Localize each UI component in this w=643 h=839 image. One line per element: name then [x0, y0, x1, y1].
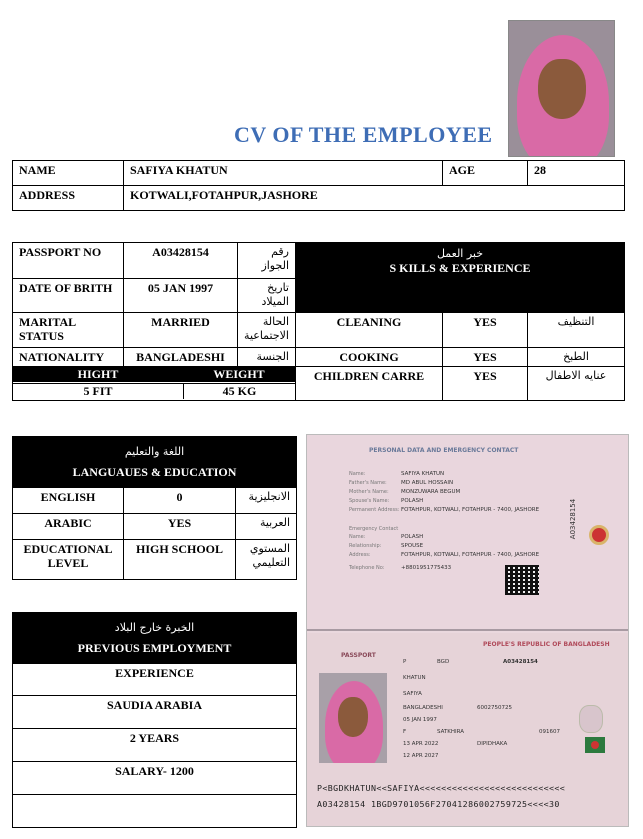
education-label: EDUCATIONAL LEVEL — [13, 540, 124, 580]
detail-label: MARITAL STATUS — [13, 313, 124, 348]
language-value: YES — [124, 514, 236, 540]
pp-dob: 05 JAN 1997 — [403, 717, 437, 723]
table-row — [13, 488, 297, 514]
pp-ec-name: POLASH — [401, 534, 424, 540]
skill-name: CHILDREN CARRE — [296, 367, 443, 401]
pp-doe: 12 APR 2027 — [403, 753, 439, 759]
pp-key: Address: — [349, 552, 371, 558]
education-value: HIGH SCHOOL — [124, 540, 236, 580]
skill-value: YES — [443, 367, 528, 401]
name-label: NAME — [13, 161, 124, 186]
detail-value: BANGLADESHI — [124, 348, 238, 367]
address-value: KOTWALI,FOTAHPUR,JASHORE — [124, 186, 625, 211]
pp-personal-no: 6002750725 — [477, 705, 512, 711]
pp-doi: 13 APR 2022 — [403, 741, 439, 747]
previous-row: EXPERIENCE — [13, 664, 297, 696]
pp-sex: F — [403, 729, 407, 735]
pp-spouse: POLASH — [401, 498, 424, 504]
table-row — [13, 186, 625, 211]
language-name: ARABIC — [13, 514, 124, 540]
table-row — [13, 348, 625, 367]
language-name-ar: العربية — [236, 514, 297, 540]
skill-name-ar: التنظيف — [528, 313, 625, 348]
table-row — [13, 729, 297, 762]
detail-label-ar: الجنسة — [238, 348, 296, 367]
table-row — [13, 367, 625, 384]
weight-value: 45 KG — [222, 384, 257, 398]
skills-header-en: S KILLS & EXPERIENCE — [389, 261, 531, 275]
pp-prev-passport: 091607 — [539, 729, 560, 735]
hight-weight-header — [13, 367, 296, 384]
skill-name: CLEANING — [296, 313, 443, 348]
detail-label: NATIONALITY — [13, 348, 124, 367]
age-value: 28 — [528, 161, 625, 186]
table-row — [13, 664, 297, 696]
pp-side-number: A03428154 — [569, 498, 578, 540]
qr-code-icon — [505, 565, 539, 595]
previous-header-ar: الخبرة خارج البلاد — [114, 621, 195, 634]
previous-header-en: PREVIOUS EMPLOYMENT — [77, 641, 232, 655]
previous-row: SALARY- 1200 — [13, 762, 297, 795]
hight-label: HIGHT — [77, 367, 119, 381]
table-row — [13, 437, 297, 488]
table-row — [13, 762, 297, 795]
language-name-ar: الانجليزية — [236, 488, 297, 514]
pp-surname: KHATUN — [403, 675, 426, 681]
skill-value: YES — [443, 348, 528, 367]
details-skills-table — [12, 242, 625, 401]
pp-pob: SATKHIRA — [437, 729, 465, 735]
pp-key: Permanent Address: — [349, 507, 400, 513]
detail-value: 05 JAN 1997 — [124, 279, 238, 313]
emblem-icon — [589, 525, 609, 545]
skill-name-ar: عنايه الاطفال — [528, 367, 625, 401]
pp-key: Mother's Name: — [349, 489, 389, 495]
table-row — [13, 243, 625, 279]
skill-name: COOKING — [296, 348, 443, 367]
languages-header-ar: اللغة والتعليم — [124, 445, 185, 458]
detail-label: PASSPORT NO — [13, 243, 124, 279]
table-row — [13, 313, 625, 348]
passport-photo — [319, 673, 387, 763]
skill-value: YES — [443, 313, 528, 348]
education-label-ar: المستوي التعليمي — [236, 540, 297, 580]
language-value: 0 — [124, 488, 236, 514]
table-row — [13, 161, 625, 186]
passport-bio-page — [307, 633, 628, 827]
passport-data-page — [307, 435, 628, 631]
mrz-line-1: P<BGDKHATUN<<SAFIYA<<<<<<<<<<<<<<<<<<<<<<<<<<< — [317, 783, 566, 793]
pp-ec-address: FOTAHPUR, KOTWALI, FOTAHPUR - 7400, JASHORE — [401, 552, 540, 558]
address-label: ADDRESS — [13, 186, 124, 211]
detail-label-ar: رقم الجواز — [238, 243, 296, 279]
pp-given-name: SAFIYA — [403, 691, 422, 697]
pp-telephone: +8801951775433 — [401, 565, 452, 571]
name-value: SAFIYA KHATUN — [124, 161, 443, 186]
pp-code: BGD — [437, 659, 450, 665]
previous-row: SAUDIA ARABIA — [13, 696, 297, 729]
ghost-photo-icon — [579, 705, 603, 733]
page-title: CV OF THE EMPLOYEE — [234, 122, 493, 147]
table-row — [13, 540, 297, 580]
personal-info-table — [12, 160, 625, 211]
pp-key: Telephone No: — [349, 565, 385, 571]
previous-row: 2 YEARS — [13, 729, 297, 762]
country-header: PEOPLE'S REPUBLIC OF BANGLADESH — [483, 641, 610, 648]
previous-row — [13, 795, 297, 828]
pp-name: SAFIYA KHATUN — [401, 471, 445, 477]
pp-mother: MONZUWARA BEGUM — [401, 489, 461, 495]
weight-label: WEIGHT — [213, 367, 265, 381]
languages-header-en: LANGUAUES & EDUCATION — [72, 465, 237, 479]
emergency-header: PERSONAL DATA AND EMERGENCY CONTACT — [369, 447, 519, 454]
previous-employment-table — [12, 612, 297, 828]
languages-header — [13, 437, 297, 488]
skills-header-ar: خبر العمل — [436, 247, 484, 260]
skill-name-ar: الطبخ — [528, 348, 625, 367]
pp-authority: DIPIDHAKA — [477, 741, 508, 747]
mrz-line-2: A03428154 1BGD9701056F27041286002759725<<<<30 — [317, 799, 560, 809]
flag-icon — [585, 737, 605, 753]
table-row — [13, 613, 297, 664]
employee-photo — [508, 20, 615, 157]
pp-number: A03428154 — [503, 659, 538, 665]
table-row — [13, 795, 297, 828]
pp-nationality: BANGLADESHI — [403, 705, 443, 711]
hight-weight-values — [13, 384, 296, 401]
detail-value: MARRIED — [124, 313, 238, 348]
passport-scan — [306, 434, 629, 827]
pp-father: MD ABUL HOSSAIN — [401, 480, 454, 486]
pp-key: Relationship: — [349, 543, 382, 549]
pp-perm-address: FOTAHPUR, KOTWALI, FOTAHPUR - 7400, JASHORE — [401, 507, 540, 513]
skills-header — [296, 243, 625, 313]
pp-key: Name: — [349, 471, 366, 477]
pp-key: Spouse's Name: — [349, 498, 390, 504]
language-name: ENGLISH — [13, 488, 124, 514]
previous-header — [13, 613, 297, 664]
hight-value: 5 FIT — [13, 384, 184, 399]
languages-table — [12, 436, 297, 580]
pp-key: Emergency Contact — [349, 526, 399, 532]
detail-label-ar: تاريخ الميلاد — [238, 279, 296, 313]
detail-value: A03428154 — [124, 243, 238, 279]
age-label: AGE — [443, 161, 528, 186]
table-row — [13, 696, 297, 729]
pp-type: P — [403, 659, 407, 665]
passport-word: PASSPORT — [341, 652, 376, 659]
pp-relationship: SPOUSE — [401, 543, 424, 549]
detail-label-ar: الحالة الاجتماعية — [238, 313, 296, 348]
pp-key: Father's Name: — [349, 480, 387, 486]
table-row — [13, 514, 297, 540]
detail-label: DATE OF BRITH — [13, 279, 124, 313]
pp-key: Name: — [349, 534, 366, 540]
